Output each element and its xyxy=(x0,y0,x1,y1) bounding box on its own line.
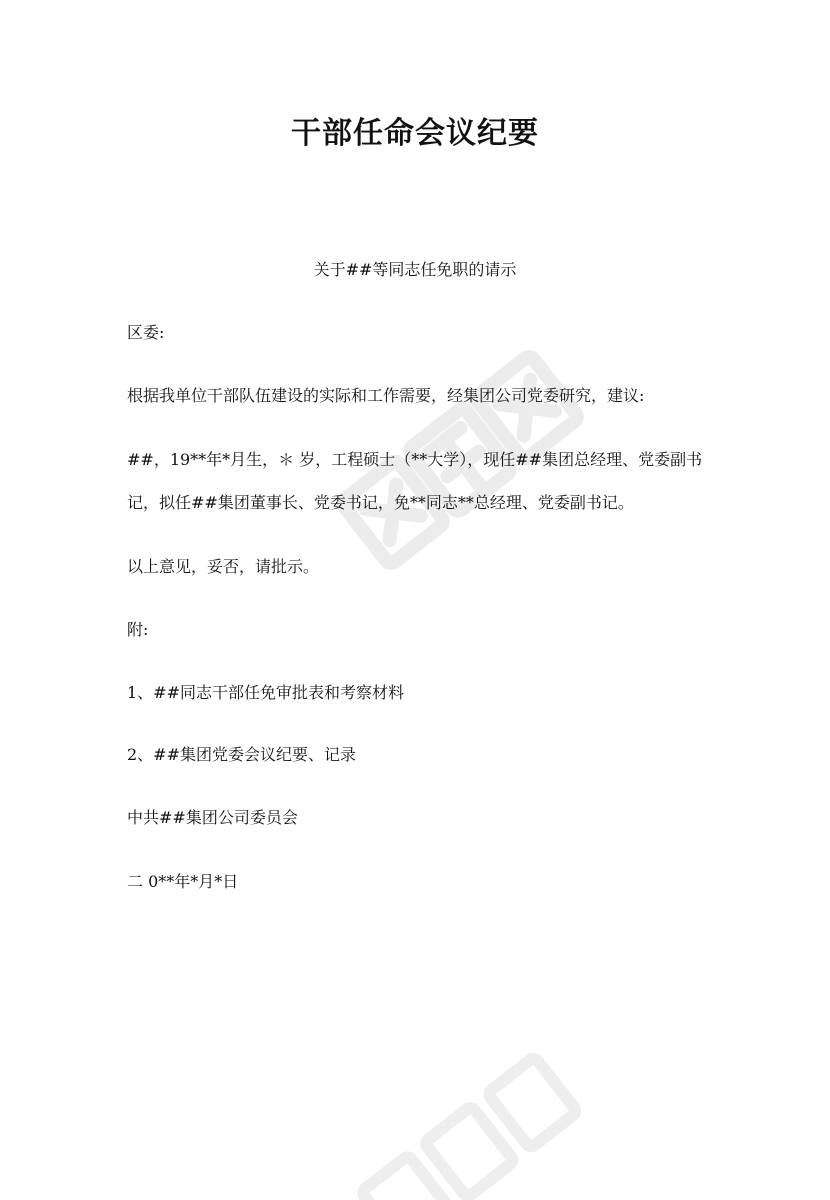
request-subtitle: 关于##等同志任免职的请示 xyxy=(313,260,517,279)
intro-paragraph: 根据我单位干部队伍建设的实际和工作需要，经集团公司党委研究，建议: xyxy=(127,386,645,405)
document-title: 干部任命会议纪要 xyxy=(291,116,539,151)
appointment-paragraph-line-2: 记，拟任##集团董事长、党委书记，免**同志**总经理、党委副书记。 xyxy=(127,493,634,512)
appointment-paragraph-line-1: ##，19**年*月生，＊ 岁，工程硕士（**大学），现任##集团总经理、党委副书 xyxy=(127,450,703,469)
closing-line: 以上意见，妥否，请批示。 xyxy=(127,557,320,576)
signature: 中共##集团公司委员会 xyxy=(127,808,298,827)
attachment-item-2: 2、##集团党委会议纪要、记录 xyxy=(127,745,356,764)
attachment-item-1: 1、##同志干部任免审批表和考察材料 xyxy=(127,683,404,702)
attachment-label: 附: xyxy=(127,620,149,639)
document-date: 二 0**年*月*日 xyxy=(127,872,239,891)
watermark-graphic-bottom xyxy=(330,1040,590,1200)
salutation: 区委: xyxy=(127,323,165,342)
